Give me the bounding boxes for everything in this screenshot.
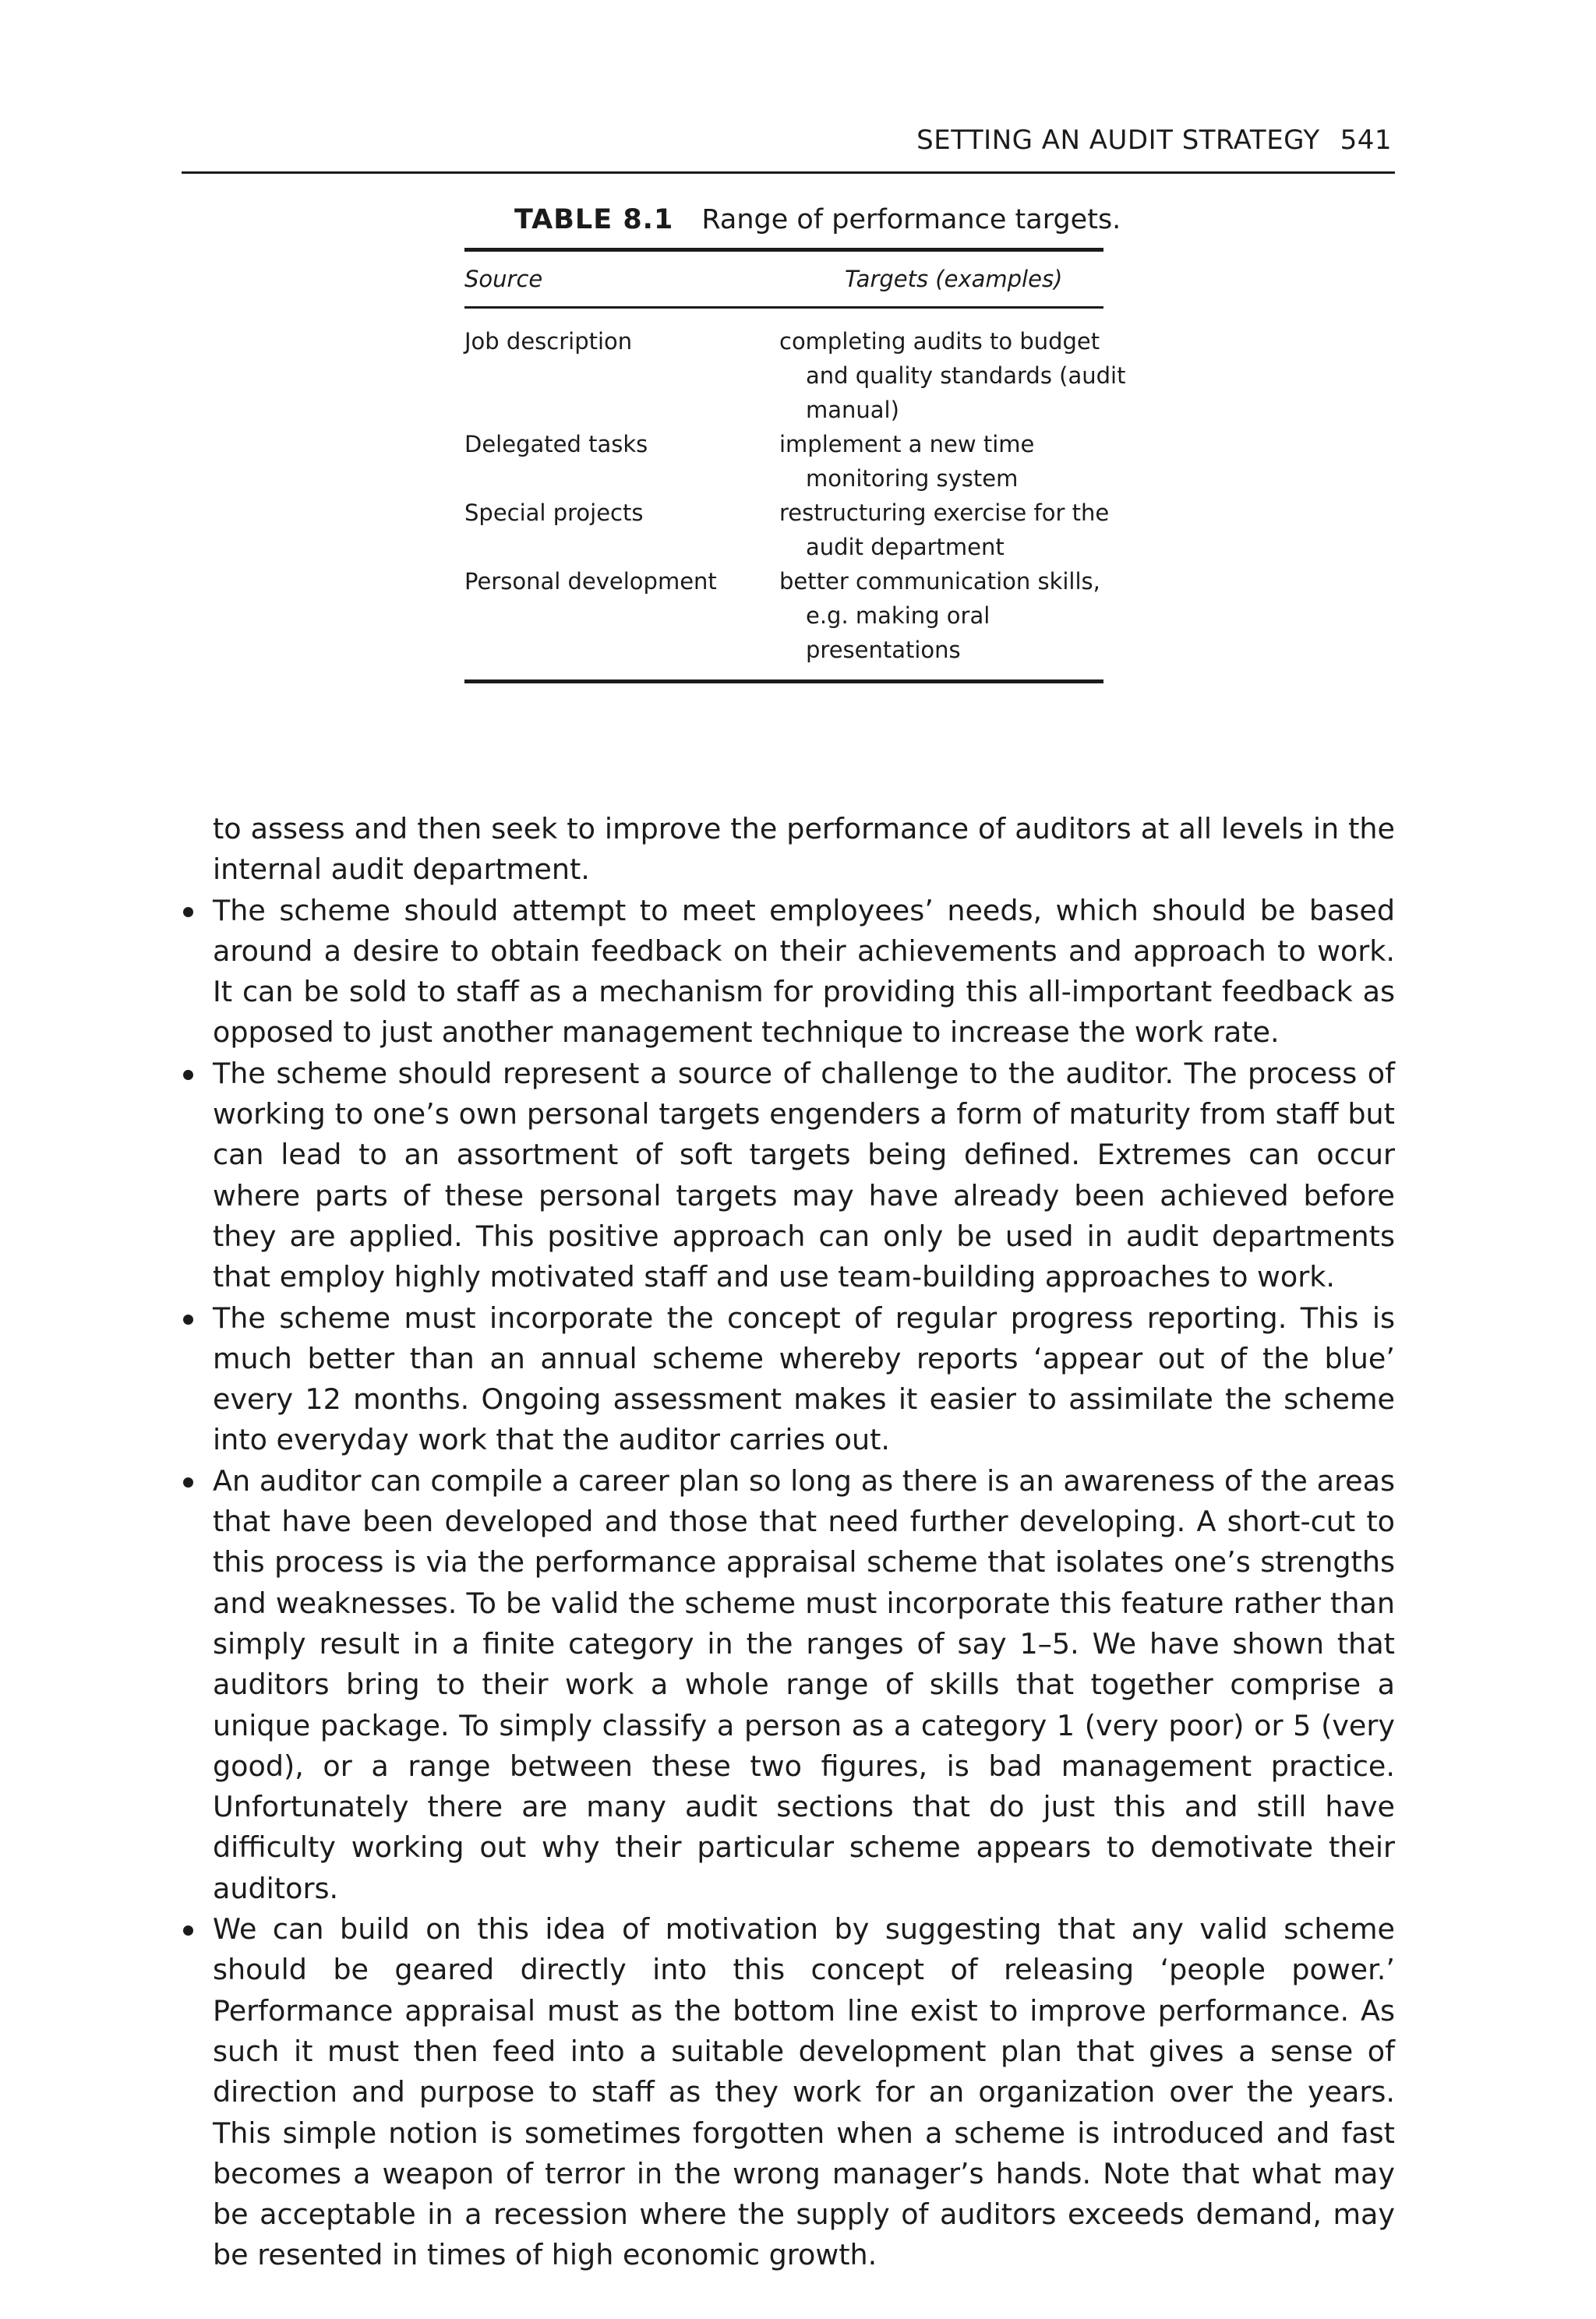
page-number: 541: [1340, 125, 1392, 156]
running-header: [182, 117, 1395, 174]
table-caption: [514, 204, 1121, 235]
bullet-dot-icon: [183, 1070, 193, 1080]
table-body: [464, 309, 1126, 679]
row-source: Special projects: [464, 499, 644, 526]
running-title: SETTING AN AUDIT STRATEGY: [916, 125, 1320, 156]
row-target: [779, 496, 1110, 564]
target-line: monitoring system: [806, 465, 1019, 492]
target-line: better communication skills,: [779, 568, 1100, 595]
table-row: [464, 427, 1103, 496]
target-line: completing audits to budget: [779, 328, 1100, 355]
bullet-item: [182, 1298, 1395, 1461]
table-caption-text: Range of performance targets.: [701, 204, 1121, 235]
target-line: e.g. making oral: [806, 602, 990, 629]
target-line: audit department: [806, 534, 1005, 560]
table-bottom-rule: [464, 679, 1103, 683]
body-text: [182, 809, 1395, 2276]
row-source: Delegated tasks: [464, 431, 648, 457]
table-row: [464, 496, 1110, 564]
bullet-text: The scheme should represent a source of challenge to the auditor. The process of working to one’s own personal targets engenders a form of maturity from staff but can lead to an assortment of soft targets being defined. Extremes can occur where parts of these personal targets may have already been achieved before they are applied. This positive approach can only be used in audit departments that employ highly motivated staff and use team-building approaches to work.: [213, 1056, 1395, 1294]
bullet-text: An auditor can compile a career plan so long as there is an awareness of the areas that have been developed and those that need further developing. A short-cut to this process is via the performance appraisal scheme that isolates one’s strengths and weaknesses. To be valid the scheme must incorporate this feature rather than simply result in a finite category in the ranges of say 1–5. We have shown that auditors bring to their work a whole range of skills that together comprise a unique package. To simply classify a person as a category 1 (very poor) or 5 (very good), or a range between these two figures, is bad management practice. Unfortunately there are many audit sections that do just this and still have difficulty working out why their particular scheme appears to demotivate their auditors.: [213, 1463, 1395, 1905]
continuation-paragraph: to assess and then seek to improve the performance of auditors at all levels in the internal audit department.: [213, 812, 1395, 887]
row-source: Personal development: [464, 568, 717, 595]
bullet-item: [182, 1909, 1395, 2276]
row-target: [779, 427, 1103, 496]
bullet-item: [182, 1461, 1395, 1909]
column-header-targets: Targets (examples): [845, 266, 1063, 292]
bullet-dot-icon: [183, 1315, 193, 1325]
table-label: TABLE 8.1: [514, 204, 674, 235]
performance-targets-table: [464, 204, 1126, 683]
table-row: [464, 324, 1126, 427]
target-line: implement a new time: [779, 431, 1035, 457]
row-target: [779, 324, 1126, 427]
bullet-item: [182, 1054, 1395, 1298]
bullet-text: The scheme must incorporate the concept of regular progress reporting. This is much better than an annual scheme whereby reports ‘appear out of the blue’ every 12 months. Ongoing assessment makes it easier to assimilate the scheme into everyday work that the auditor carries out.: [213, 1301, 1395, 1457]
header-text: [916, 125, 1392, 156]
target-line: presentations: [806, 637, 961, 663]
table-header: [464, 252, 1103, 306]
row-source: Job description: [464, 328, 633, 355]
bullet-text: We can build on this idea of motivation by suggesting that any valid scheme should be geared directly into this concept of releasing ‘people power.’ Performance appraisal must as the bottom line exist to improve performance. As such it must then feed into a suitable development plan that gives a sense of direction and purpose to staff as they work for an organization over the years. This simple notion is sometimes forgotten when a scheme is introduced and fast becomes a weapon of terror in the wrong manager’s hands. Note that what may be acceptable in a recession where the supply of auditors exceeds demand, may be resented in times of high economic growth.: [213, 1912, 1395, 2272]
row-target: [779, 564, 1103, 667]
bullet-dot-icon: [183, 1925, 193, 1936]
target-line: manual): [806, 397, 899, 423]
target-line: and quality standards (audit: [806, 362, 1126, 389]
table-row: [464, 564, 1103, 667]
bullet-item: [182, 891, 1395, 1054]
column-header-source: Source: [464, 266, 543, 292]
bullet-dot-icon: [183, 907, 193, 917]
bullet-text: The scheme should attempt to meet employees’ needs, which should be based around a desire to obtain feedback on their achievements and approach to work. It can be sold to staff as a mechanism for providing this all-important feedback as opposed to just another management technique to increase the work rate.: [213, 893, 1395, 1050]
bullet-dot-icon: [183, 1477, 193, 1488]
target-line: restructuring exercise for the: [779, 499, 1110, 526]
